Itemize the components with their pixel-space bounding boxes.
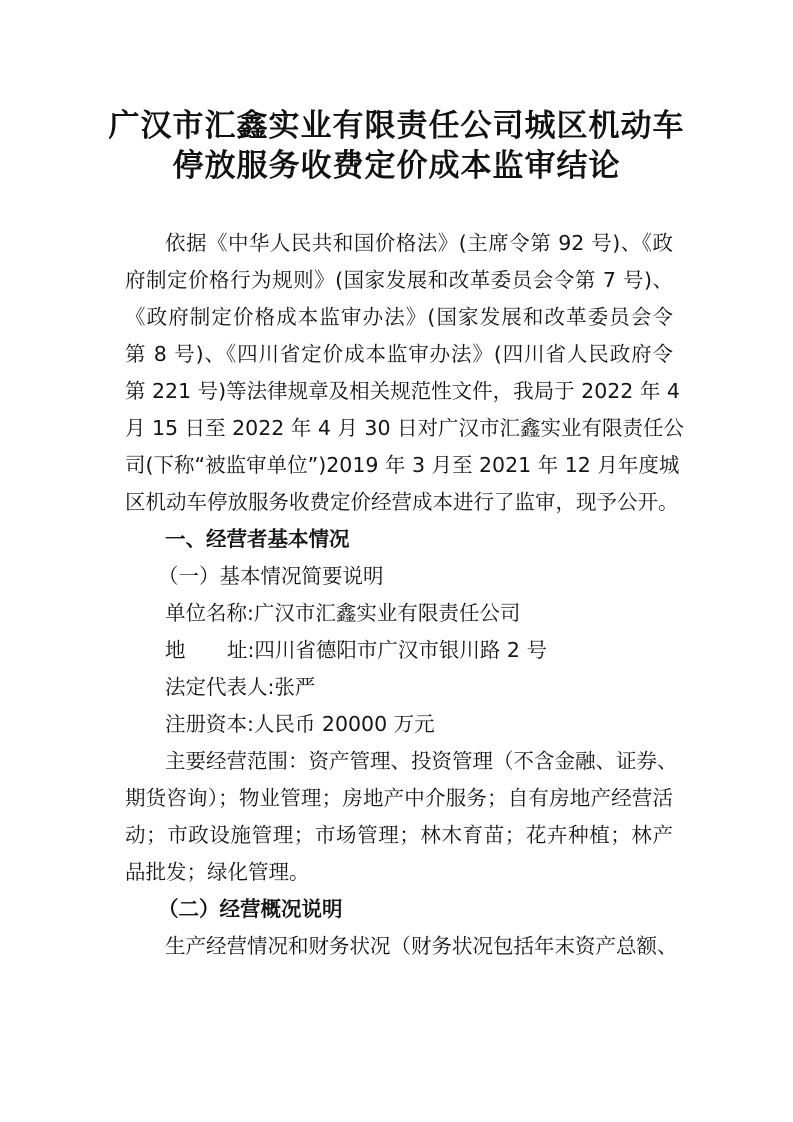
intro-line: 月 15 日至 2022 年 4 月 30 日对广汉市汇鑫实业有限责任公 — [125, 416, 685, 440]
scope-line: 主要经营范围：资产管理、投资管理（不含金融、证券、 — [165, 749, 678, 773]
subsection-heading-2: （二）经营概况说明 — [158, 897, 343, 921]
intro-line: 第 8 号)、《四川省定价成本监审办法》(四川省人民政府令 — [125, 342, 673, 366]
legal-representative: 法定代表人:张严 — [165, 675, 316, 699]
address-value: 址:四川省德阳市广汉市银川路 2 号 — [227, 638, 547, 662]
intro-line: 第 221 号)等法律规章及相关规范性文件，我局于 2022 年 4 — [125, 379, 680, 403]
intro-line: 府制定价格行为规则》(国家发展和改革委员会令第 7 号)、 — [125, 268, 673, 292]
intro-line: 《政府制定价格成本监审办法》(国家发展和改革委员会令 — [125, 305, 673, 329]
subsection-heading: （一）基本情况简要说明 — [158, 564, 384, 588]
scope-line: 期货咨询）；物业管理；房地产中介服务；自有房地产经营活 — [125, 786, 673, 810]
address-label: 地 — [165, 638, 186, 662]
section-heading: 一、经营者基本情况 — [165, 527, 350, 551]
scope-line: 动；市政设施管理；市场管理；林木育苗；花卉种植；林产 — [125, 823, 673, 847]
scope-line: 品批发；绿化管理。 — [125, 860, 310, 884]
body-line: 生产经营情况和财务状况（财务状况包括年末资产总额、 — [165, 934, 678, 958]
intro-line: 依据《中华人民共和国价格法》(主席令第 92 号)、《政 — [165, 231, 673, 255]
unit-name: 单位名称:广汉市汇鑫实业有限责任公司 — [165, 601, 521, 625]
registered-capital: 注册资本:人民币 20000 万元 — [165, 712, 435, 736]
intro-line: 司(下称“被监审单位”)2019 年 3 月至 2021 年 12 月年度城 — [125, 453, 680, 477]
intro-line: 区机动车停放服务收费定价经营成本进行了监审，现予公开。 — [125, 490, 679, 514]
document-title-line-2: 停放服务收费定价成本监审结论 — [172, 148, 621, 184]
document-title-line-1: 广汉市汇鑫实业有限责任公司城区机动车 — [108, 108, 685, 144]
